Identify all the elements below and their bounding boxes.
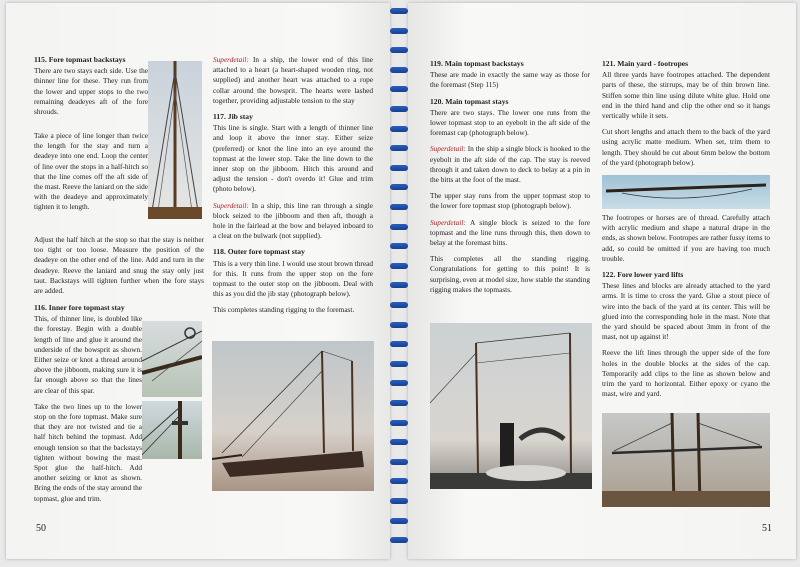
photo-main-yard xyxy=(602,175,770,209)
binding-coil xyxy=(390,498,408,504)
section-119-title: 119. Main topmast backstays xyxy=(430,59,524,68)
section-116-p1: This, of thinner line, is doubled like the forestay. Begin with a double length of line and glue it around the underside of the bowsprit as shown. Either seize or knot a thread around above the jibboom, making sure it is far enough above so that the lines are clear of this spar. xyxy=(34,314,142,395)
left-col1-wide xyxy=(34,235,204,302)
right-col2-lower xyxy=(602,213,770,405)
superdetail-2 xyxy=(213,201,373,242)
photo-fore-yard-lifts xyxy=(602,413,770,507)
binding-coil xyxy=(390,204,408,210)
topmast-illustration xyxy=(142,401,202,459)
binding-coil xyxy=(390,537,408,543)
photo-inner-stay-1 xyxy=(142,321,202,397)
binding-coil xyxy=(390,361,408,367)
page-number-left: 50 xyxy=(36,523,46,534)
binding-coil xyxy=(390,478,408,484)
page-number-right: 51 xyxy=(762,523,772,534)
right-page xyxy=(408,3,796,559)
section-115-p3: Adjust the half hitch at the stop so that the stay is neither too tight or too loose. Measure the position of the deadeye on the other end of the line. Add and turn in the deadeye. Reeve the laniard and snug the stay only just taut. Backstays will tighten further when the fore stays are added. xyxy=(34,235,204,296)
section-115-p1: There are two stays each side. Use the thinner line for these. They run from the lower and upper stops to the two remaining deadeyes aft of the fore shrouds. xyxy=(34,66,148,117)
left-col1-mid xyxy=(34,131,148,219)
left-col1-top xyxy=(34,55,148,123)
section-120-p2: The upper stay runs from the upper topmast stop to the lower fore topmast stop (photograph below). xyxy=(430,191,590,211)
right-col2 xyxy=(602,59,770,174)
binding-coil xyxy=(390,341,408,347)
binding-coil xyxy=(390,86,408,92)
superdetail-3-label: Superdetail: xyxy=(430,144,466,154)
section-121-p1: All three yards have footropes attached. The dependent parts of these, the stirrups, may be of thin brown line. Stiffen some thin line using dilute white glue. Hold one end in the third hand and clip the other end so it hangs vertically while it sets. xyxy=(602,70,770,121)
binding-coil xyxy=(390,145,408,151)
binding-coil xyxy=(390,322,408,328)
ship-model-illustration xyxy=(212,341,374,491)
superdetail-2-label: Superdetail: xyxy=(213,200,249,210)
section-116-p2: Take the two lines up to the lower stop on the fore topmast. Make sure that they are not twisted and tie a half hitch behind the topmast. Add enough tension so that the backstays tighten without bowing the mast. Spot glue the half-hitch. Add another seizing or knot as shown. Bring the ends of the stay around the topmast, glue and trim. xyxy=(34,401,142,503)
section-119-p1: These are made in exactly the same way as those for the foremast (Step 115) xyxy=(430,70,590,90)
photo-main-topmast xyxy=(430,323,592,489)
spiral-binding xyxy=(388,0,410,567)
superdetail-2-text: In a ship, this line ran through a single block seized to the jibboom and then aft, though a hole in the fairlead at the bow and belayed inboard to a cleat on the bulwark (not supplied). xyxy=(213,200,373,241)
section-121-p2: Cut short lengths and attach them to the back of the yard using acrylic matte medium. When set, trim them to length. They should be cut about 6mm below the bottom of the yard (photograph below). xyxy=(602,127,770,167)
binding-coil xyxy=(390,439,408,445)
foremast-illustration xyxy=(148,61,202,219)
section-122-p2: Reeve the lift lines through the upper side of the fore holes in the double blocks at the sides of the cap. Temporarily add clips to the line as shown below and trim the yard to horizontal. Either epoxy or cyano the mast, wire and yard. xyxy=(602,348,770,399)
binding-coil xyxy=(390,243,408,249)
binding-coil xyxy=(390,263,408,269)
section-122-title: 122. Fore lower yard lifts xyxy=(602,270,684,280)
section-117-p1: This line is single. Start with a length of thinner line and loop it above the inner stay. Either seize (preferred) or knot the line into an eye around the topmast at the lower stop. Take the line down to the inner stop on the jibboom. Hitch this around and adjust the tension - don't overdo it! Glue and trim (photo below). xyxy=(213,123,373,194)
binding-coil xyxy=(390,28,408,34)
section-121-p3: The footropes or horses are of thread. Carefully attach with acrylic medium and shape a natural drape in the ends, as shown below. Footropes are rather fussy items to add, so could be omitted if you are having too much trouble. xyxy=(602,213,770,263)
binding-coil xyxy=(390,518,408,524)
section-118-title: 118. Outer fore topmast stay xyxy=(213,247,305,257)
superdetail-3 xyxy=(430,144,590,185)
yard-lifts-illustration xyxy=(602,413,770,507)
section-117-title: 117. Jib stay xyxy=(213,112,253,122)
binding-coil xyxy=(390,400,408,406)
binding-coil xyxy=(390,282,408,288)
superdetail-4-text: A single block is seized to the fore topmast and the line runs through this, then down to belay at the foremast bitts. xyxy=(430,217,590,248)
yard-illustration xyxy=(602,175,770,209)
binding-coil xyxy=(390,184,408,190)
binding-coil xyxy=(390,8,408,14)
binding-coil xyxy=(390,459,408,465)
section-120-title: 120. Main topmast stays xyxy=(430,96,509,106)
superdetail-1 xyxy=(213,55,373,106)
main-mast-illustration xyxy=(430,323,592,489)
binding-coil xyxy=(390,126,408,132)
binding-coil xyxy=(390,165,408,171)
superdetail-1-text: In a ship, the lower end of this line attached to a heart (a heart-shaped wooden ring, not supplied) and another heart was attached to a rope collar around the bowsprit. The hearts were lashed together, providing adjustable tension to the stay xyxy=(213,55,373,105)
superdetail-4-label: Superdetail: xyxy=(430,217,466,227)
section-116-title: 116. Inner fore topmast stay xyxy=(34,303,125,312)
binding-coil xyxy=(390,47,408,53)
photo-foremast-backstays xyxy=(148,61,202,219)
photo-inner-stay-2 xyxy=(142,401,202,459)
binding-coil xyxy=(390,380,408,386)
photo-ship-model-left xyxy=(212,341,374,491)
section-115-title: 115. Fore topmast backstays xyxy=(34,55,126,64)
left-col2 xyxy=(213,55,373,322)
superdetail-4 xyxy=(430,218,590,249)
section-118-p1: This is a very thin line. I would use stout brown thread for this. It runs from the upper stop on the fore topmast to the outer stop on the jibboom. Deal with this as you did the jib stay (photograph below). xyxy=(213,258,373,299)
section-120-p3: This completes all the standing rigging. Congratulations for getting to this point! It is surprising, even at model size, how stable the standing rigging makes the topmasts. xyxy=(430,254,590,294)
binding-coil xyxy=(390,224,408,230)
binding-coil xyxy=(390,302,408,308)
left-page xyxy=(6,3,390,559)
section-120-p1: There are two stays. The lower one runs from the lower topmast stop to an eyebolt in the aft side of the foremast cap (photograph below). xyxy=(430,107,590,138)
right-col1 xyxy=(430,59,590,301)
section-122-p1: These lines and blocks are already attached to the yard arms. It is time to cross the yard. Glue a stout piece of wire into the back of the yard at its center. This will be glued into the corresponding hole in the mast. Note that the yard should be spaced about 3mm in front of the mast, not up against it! xyxy=(602,281,770,342)
section-115-p2: Take a piece of line longer than twice the length for the stay and turn a deadeye into one end. Loop the center of line over the stops in a half-hitch so that the line comes off the aft side of the mast. Reeve the laniard on the side with the deadeye and approximately tighten it to length. xyxy=(34,131,148,212)
left-col1-s116 xyxy=(34,303,142,510)
binding-coil xyxy=(390,67,408,73)
bowsprit-illustration xyxy=(142,321,202,397)
binding-coil xyxy=(390,420,408,426)
binding-coil xyxy=(390,106,408,112)
section-118-p2: This completes standing rigging to the foremast. xyxy=(213,305,355,315)
section-121-title: 121. Main yard - footropes xyxy=(602,59,689,68)
superdetail-1-label: Superdetail: xyxy=(213,55,249,64)
superdetail-3-text: In the ship a single block is hooked to the eyebolt in the aft side of the cap. The stay is reeved through it and taken down to deck to belay at a pin in the bitts at the foot of the mast. xyxy=(430,144,590,185)
